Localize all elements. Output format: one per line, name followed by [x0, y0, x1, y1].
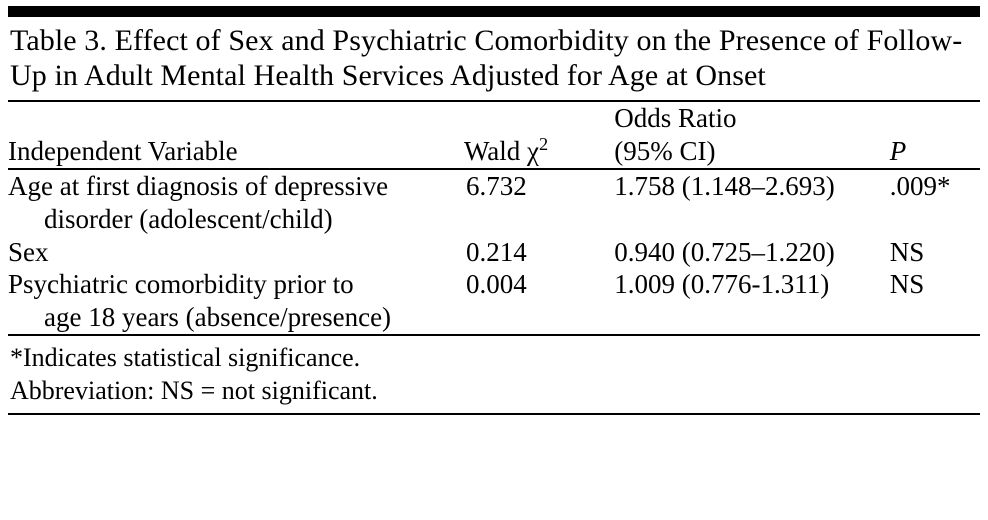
header-wald-chi-square	[464, 135, 614, 168]
row-wald: 6.732	[465, 170, 527, 201]
table-row	[8, 268, 980, 334]
row-p-value: .009*	[889, 170, 951, 201]
table-caption: Table 3. Effect of Sex and Psychiatric Comorbidity on the Presence of Follow-Up in Adult Mental Health Services Adjusted for Age at Onset	[10, 24, 963, 93]
table-3-container	[0, 6, 988, 415]
header-wald-prefix: Wald	[463, 135, 527, 166]
header-independent-variable: Independent Variable	[8, 135, 238, 166]
row-odds-ratio: 0.940 (0.725–1.220)	[614, 236, 835, 267]
row-variable	[8, 268, 464, 334]
header-row-lower	[8, 135, 980, 168]
row-p-value: NS	[889, 269, 925, 300]
row-variable	[8, 170, 464, 236]
table-footnotes	[8, 336, 980, 413]
results-table	[8, 102, 980, 168]
footnote-significance: *Indicates statistical significance.	[10, 343, 361, 373]
table-row	[8, 170, 980, 236]
row-p-value: NS	[889, 236, 925, 267]
table-top-rule	[8, 6, 980, 17]
header-row-upper	[8, 102, 980, 135]
row-variable	[8, 236, 464, 269]
header-chi-exponent: 2	[538, 133, 549, 154]
header-spacer-variable	[8, 102, 464, 135]
row-variable-line2: age 18 years (absence/presence)	[44, 302, 392, 333]
header-spacer-p	[890, 102, 980, 135]
table-bottom-rule	[8, 413, 980, 415]
row-wald: 0.214	[465, 236, 527, 267]
row-variable-line2: disorder (adolescent/child)	[44, 203, 333, 234]
row-odds-ratio: 1.009 (0.776-1.311)	[614, 269, 830, 300]
footnote-abbreviation: Abbreviation: NS = not significant.	[10, 375, 378, 405]
row-variable-line1: Psychiatric comorbidity prior to	[8, 269, 354, 300]
header-chi-symbol: χ	[527, 135, 539, 166]
results-body	[8, 170, 980, 335]
header-p-value: P	[889, 135, 907, 166]
row-variable-line1: Sex	[8, 236, 49, 267]
row-odds-ratio: 1.758 (1.148–2.693)	[614, 170, 835, 201]
header-spacer-wald	[464, 102, 614, 135]
row-variable-line1: Age at first diagnosis of depressive	[8, 170, 389, 201]
table-row	[8, 236, 980, 269]
row-wald: 0.004	[465, 269, 527, 300]
header-odds-ratio-line1: Odds Ratio	[614, 102, 737, 133]
header-odds-ratio-line2: (95% CI)	[614, 135, 716, 166]
